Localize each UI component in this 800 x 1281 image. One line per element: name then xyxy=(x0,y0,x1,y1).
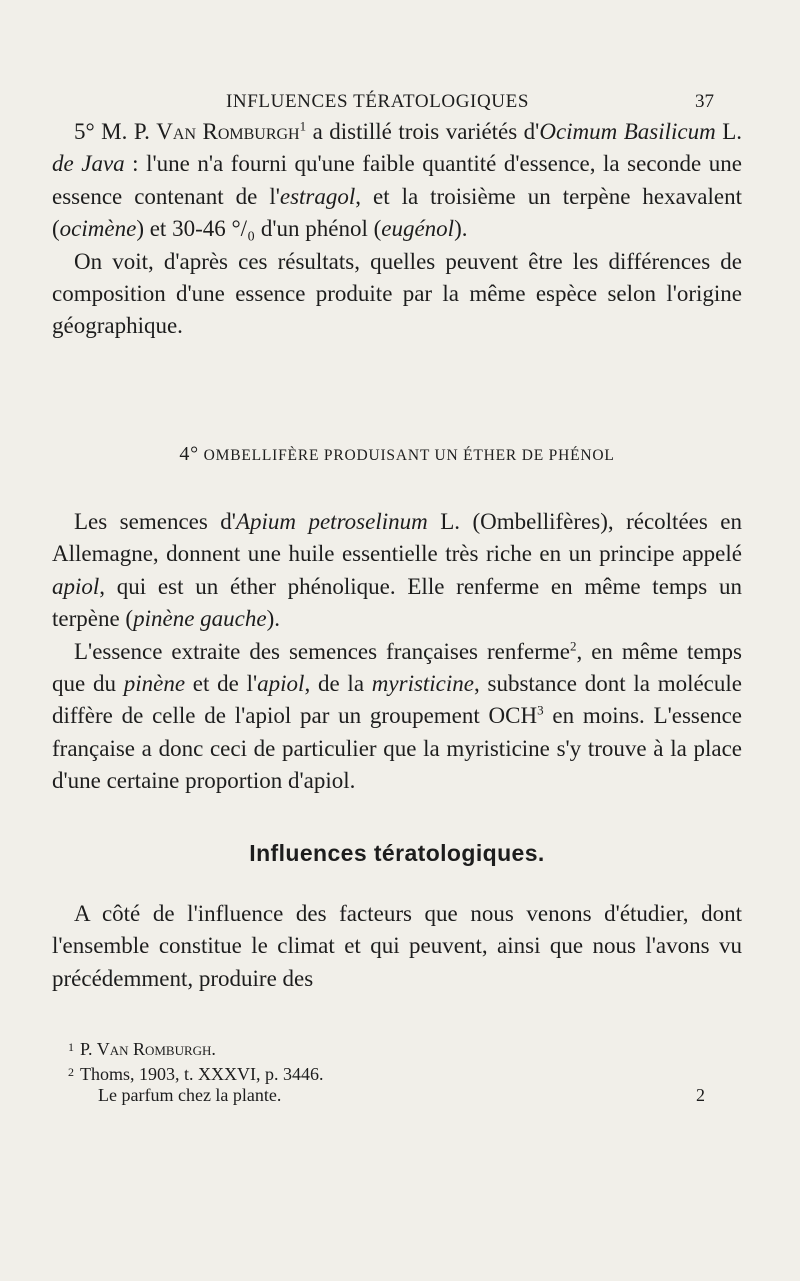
paragraph-apium: Les semences d'Apium petroselinum L. (Ombellifères), récoltées en Allemagne, donnent une huile essentielle très riche en un principe appelé apiol, qui est un éther phénolique. Elle renferme en même temps un terpène (pinène gauche). xyxy=(52,509,742,632)
text-block-bottom xyxy=(52,898,742,995)
paragraph-van-romburgh: 5° M. P. Van Romburgh$^1$ a distillé trois variétés d'Ocimum Basilicum L. de Java : l'une n'a fourni qu'une faible quantité d'essence, la seconde une essence contenant de l'estragol, et la troisième un terpène hexavalent (ocimène) et 30-46 °/₀ d'un phénol (eugénol). xyxy=(52,118,743,242)
author-name: Van Romburgh xyxy=(156,119,300,144)
term-pinene-gauche: pinène gauche xyxy=(133,606,267,632)
term-apiol-2: apiol xyxy=(257,671,305,697)
footnote-1: $^1$ P. Van Romburgh. xyxy=(68,1039,216,1059)
term-eugenol: eugénol xyxy=(381,216,455,242)
subscript-3: 3 xyxy=(537,702,544,718)
term-ocimene: ocimène xyxy=(59,216,137,242)
term-estragol: estragol xyxy=(279,183,356,209)
species-name-apium: Apium petroselinum xyxy=(235,509,428,534)
species-name: Ocimum Basilicum xyxy=(539,119,716,144)
footnote-2: $^2$ Thoms, 1903, t. XXXVI, p. 3446. xyxy=(68,1064,324,1084)
text-block-middle xyxy=(52,506,742,798)
text-block-top xyxy=(52,116,742,343)
page-number: 37 xyxy=(695,91,714,112)
footnote-ref-1: 1 xyxy=(299,118,307,134)
term-apiol: apiol xyxy=(52,573,100,599)
footnote-ref-2: 2 xyxy=(569,637,577,653)
paragraph-conclusion: On voit, d'après ces résultats, quelles peuvent être les différences de composition d'une essence produite par la même espèce selon l'origine géographique. xyxy=(52,248,742,339)
term-myristicine: myristicine xyxy=(371,671,474,697)
section-number: 4° xyxy=(179,443,199,465)
term-pinene: pinène xyxy=(123,671,186,697)
section-title xyxy=(52,443,742,466)
footer-signature: 2 xyxy=(696,1085,705,1105)
footer-book-title: Le parfum chez la plante. xyxy=(98,1085,282,1105)
sub-heading: Influences tératologiques. xyxy=(249,840,545,866)
paragraph-french-essence: L'essence extraite des semences françaises renferme$^2$, en même temps que du pinène et de l'apiol, de la myristicine, substance dont la molécule diffère de celle de l'apiol par un groupement OCH$^3$ en moins. L'essence française a donc ceci de particulier que la myristicine s'y trouve à la place d'une certaine proportion d'apiol. xyxy=(52,637,742,794)
section-title-text: OMBELLIFÈRE PRODUISANT UN ÉTHER DE PHÉNOL xyxy=(203,447,615,464)
paragraph-influence: A côté de l'influence des facteurs que nous venons d'étudier, dont l'ensemble constitue le climat et qui peuvent, ainsi que nous l'avons vu précédemment, produire des xyxy=(52,901,742,991)
running-head: INFLUENCES TÉRATOLOGIQUES xyxy=(226,91,529,112)
origin-java: de Java xyxy=(52,151,125,177)
footnotes xyxy=(68,1036,324,1086)
